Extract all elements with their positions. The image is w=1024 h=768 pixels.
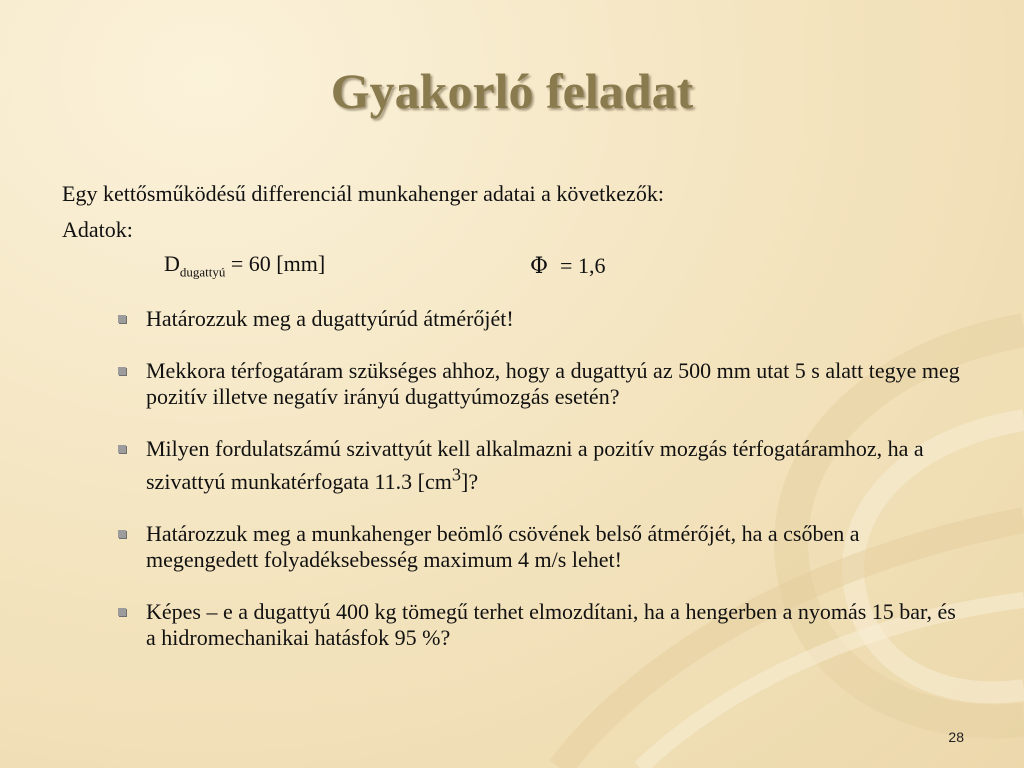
phi-value: = 1,6 bbox=[560, 253, 606, 278]
square-bullet-icon bbox=[118, 530, 126, 538]
phi-ratio-formula bbox=[530, 253, 605, 279]
square-bullet-icon bbox=[118, 445, 126, 453]
phi-symbol: Φ bbox=[530, 254, 549, 279]
question-text-part: ]? bbox=[461, 469, 479, 495]
piston-diameter-formula bbox=[164, 251, 325, 280]
question-text: Határozzuk meg a dugattyúrúd átmérőjét! bbox=[146, 306, 514, 331]
question-text-part: Milyen fordulatszámú szivattyút kell alkalmazni a pozitív mozgás térfogatáramhoz, ha a szivattyú munkatérfogata 11.3 [cm bbox=[146, 436, 924, 495]
diameter-value: = 60 [mm] bbox=[225, 251, 326, 276]
question-text: Mekkora térfogatáram szükséges ahhoz, hogy a dugattyú az 500 mm utat 5 s alatt tegye meg pozitív illetve negatív irányú dugattyúmozgás esetén? bbox=[146, 358, 960, 409]
page-number: 28 bbox=[948, 729, 964, 745]
square-bullet-icon bbox=[118, 315, 126, 323]
question-item bbox=[118, 521, 968, 573]
diameter-subscript: dugattyú bbox=[179, 264, 226, 280]
data-label: Adatok: bbox=[62, 217, 133, 242]
question-list bbox=[118, 306, 968, 677]
square-bullet-icon bbox=[118, 367, 126, 375]
question-item bbox=[118, 599, 968, 651]
superscript: 3 bbox=[451, 465, 462, 485]
diameter-symbol: D bbox=[164, 251, 180, 276]
question-text bbox=[146, 436, 924, 494]
question-item bbox=[118, 436, 968, 495]
question-text: Határozzuk meg a munkahenger beömlő csövének belső átmérőjét, ha a csőben a megengedett folyadéksebesség maximum 4 m/s lehet! bbox=[146, 521, 860, 573]
question-item bbox=[118, 306, 968, 332]
slide-title: Gyakorló feladat bbox=[330, 63, 694, 119]
question-text: Képes – e a dugattyú 400 kg tömegű terhet elmozdítani, ha a hengerben a nyomás 15 bar, és a hidromechanikai hatásfok 95 %? bbox=[146, 599, 956, 651]
intro-text: Egy kettősműködésű differenciál munkahenger adatai a következők: bbox=[62, 181, 664, 206]
question-item bbox=[118, 358, 968, 410]
square-bullet-icon bbox=[118, 608, 126, 616]
